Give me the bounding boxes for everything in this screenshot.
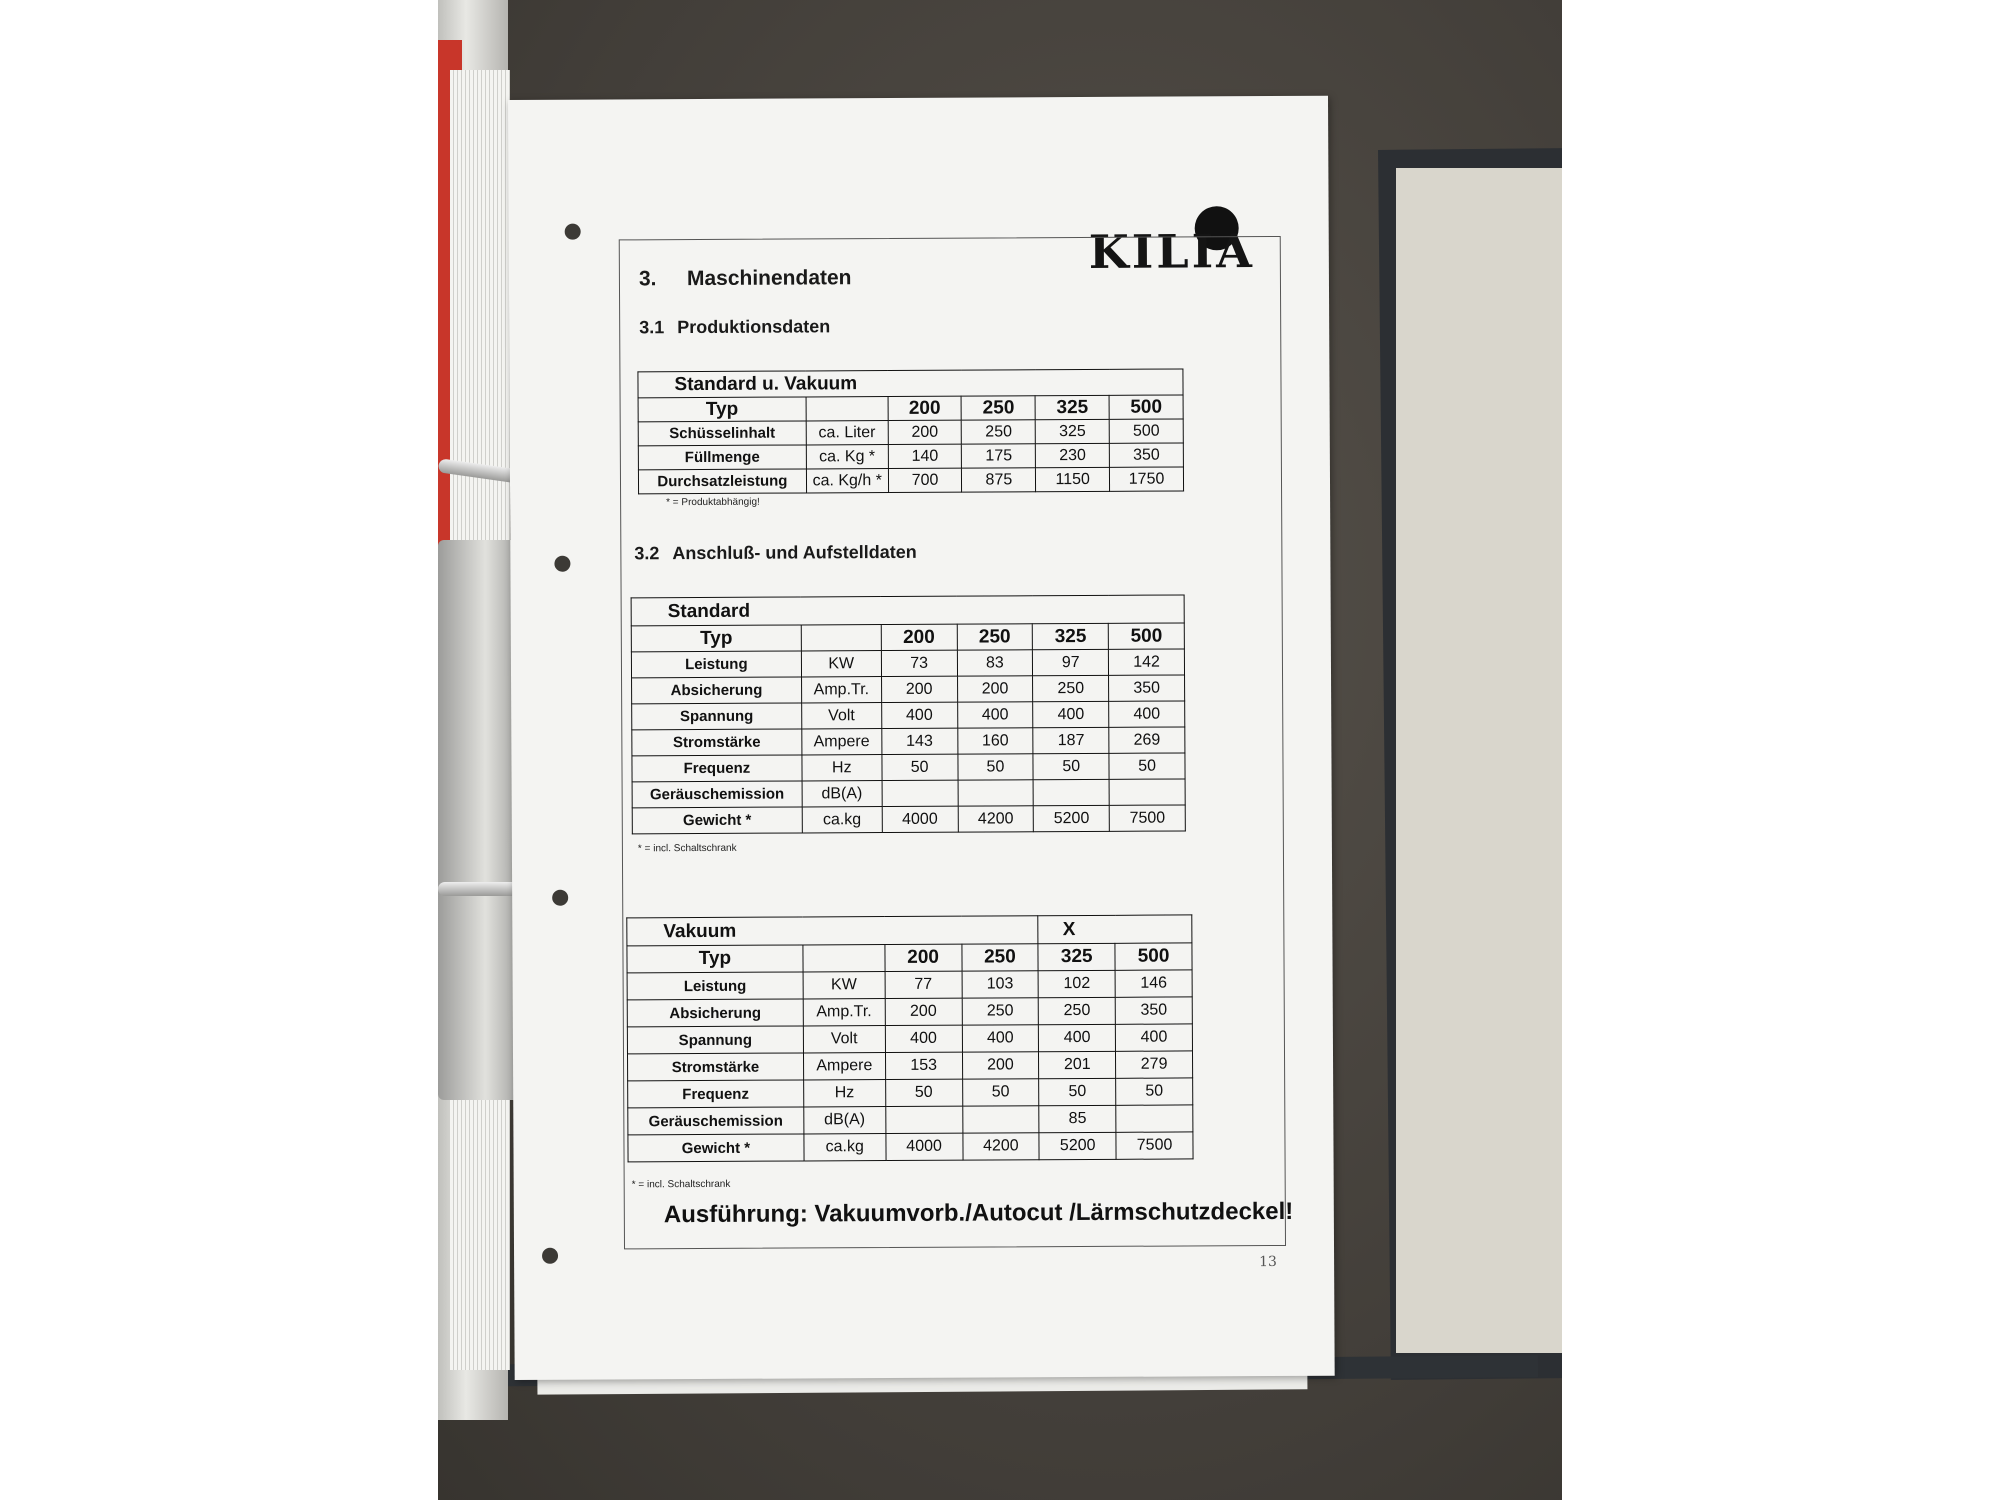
row-label: Frequenz — [628, 1080, 804, 1108]
punch-hole-bottom — [542, 1248, 558, 1264]
table-row — [632, 701, 1185, 730]
production-note: * = Produktabhängig! — [666, 496, 760, 509]
value-cell: 325 — [1035, 419, 1109, 443]
value-cell: 400 — [1039, 1024, 1116, 1051]
value-cell: 350 — [1109, 443, 1183, 467]
value-cell: 50 — [882, 754, 958, 780]
empty-cell — [803, 945, 885, 972]
row-label: Füllmenge — [638, 445, 806, 470]
value-cell: 200 — [885, 998, 962, 1025]
value-cell: 5200 — [1034, 805, 1110, 831]
table-row — [628, 1078, 1193, 1108]
value-cell: 85 — [1039, 1105, 1116, 1132]
value-cell: 4000 — [882, 806, 958, 832]
value-cell: 250 — [962, 998, 1039, 1025]
row-unit: KW — [801, 651, 881, 677]
logo-text: KILIA — [1088, 224, 1256, 279]
table-row — [631, 649, 1184, 678]
type-cell: 200 — [885, 944, 962, 971]
type-cell: 250 — [957, 624, 1033, 650]
value-cell: 200 — [957, 676, 1033, 702]
value-cell: 279 — [1116, 1051, 1193, 1078]
value-cell: 1150 — [1036, 467, 1110, 491]
type-cell: 200 — [888, 396, 962, 420]
row-label: Schüsselinhalt — [638, 421, 806, 446]
value-cell: 50 — [1109, 753, 1185, 779]
value-cell: 400 — [1033, 701, 1109, 727]
value-cell: 102 — [1038, 970, 1115, 997]
type-cell: 325 — [1035, 395, 1109, 419]
row-unit: Hz — [802, 755, 882, 781]
table-row — [632, 675, 1185, 704]
table-row — [627, 970, 1192, 1000]
table-caption: Standard — [631, 595, 1184, 626]
production-table — [637, 368, 1184, 494]
type-cell: 500 — [1115, 943, 1192, 970]
row-label: Frequenz — [632, 755, 802, 782]
table-row — [638, 419, 1183, 446]
row-label: Spannung — [627, 1026, 803, 1054]
value-cell: 146 — [1115, 970, 1192, 997]
value-cell: 103 — [962, 971, 1039, 998]
section-number: 3. — [638, 267, 657, 291]
value-cell: 4200 — [962, 1133, 1039, 1160]
value-cell: 160 — [957, 728, 1033, 754]
value-cell: 350 — [1109, 675, 1185, 701]
row-unit: ca. Kg * — [806, 445, 888, 469]
value-cell: 143 — [882, 728, 958, 754]
table-row — [628, 1105, 1193, 1135]
row-label: Durchsatzleistung — [638, 469, 806, 494]
binder-liner — [1396, 168, 1562, 1353]
row-unit: dB(A) — [804, 1107, 886, 1134]
value-cell — [882, 780, 958, 806]
subsection-heading-connection — [634, 542, 916, 564]
row-label: Gewicht * — [628, 1134, 804, 1162]
value-cell: 83 — [957, 650, 1033, 676]
value-cell: 7500 — [1109, 805, 1185, 831]
value-cell: 50 — [1116, 1078, 1193, 1105]
subsection-title: Anschluß- und Aufstelldaten — [672, 541, 917, 564]
value-cell: 175 — [962, 444, 1036, 468]
document-page — [508, 96, 1335, 1380]
row-label: Geräuschemission — [632, 781, 802, 808]
value-cell: 400 — [881, 702, 957, 728]
table-row — [632, 727, 1185, 756]
row-unit: dB(A) — [802, 781, 882, 807]
value-cell: 400 — [885, 1025, 962, 1052]
execution-note: Ausführung: Vakuumvorb./Autocut /Lärmschutzdeckel! — [663, 1197, 1294, 1229]
subsection-number: 3.1 — [639, 317, 665, 338]
row-label: Spannung — [632, 703, 802, 730]
subsection-number: 3.2 — [634, 543, 660, 564]
value-cell — [1116, 1105, 1193, 1132]
value-cell: 50 — [957, 754, 1033, 780]
row-unit: ca.kg — [804, 1134, 886, 1161]
photo — [438, 0, 1562, 1500]
table-row — [627, 997, 1192, 1027]
value-cell: 500 — [1109, 419, 1183, 443]
row-label: Stromstärke — [632, 729, 802, 756]
value-cell: 269 — [1109, 727, 1185, 753]
row-unit: Ampere — [803, 1053, 885, 1080]
value-cell: 350 — [1115, 997, 1192, 1024]
row-label: Geräuschemission — [628, 1107, 804, 1135]
value-cell: 250 — [1033, 675, 1109, 701]
section-title: Maschinendaten — [686, 266, 852, 291]
type-cell: 250 — [961, 944, 1038, 971]
value-cell: 1750 — [1110, 467, 1184, 491]
row-unit: Amp.Tr. — [801, 677, 881, 703]
value-cell: 7500 — [1116, 1132, 1193, 1159]
punch-hole-upper — [554, 556, 570, 572]
value-cell: 97 — [1033, 649, 1109, 675]
value-cell: 200 — [962, 1052, 1039, 1079]
value-cell: 50 — [1033, 753, 1109, 779]
subsection-heading-production — [639, 316, 830, 338]
empty-cell — [806, 397, 888, 421]
type-label: Typ — [638, 397, 806, 422]
table-row — [632, 779, 1185, 808]
standard-table — [631, 594, 1186, 834]
value-cell: 700 — [888, 468, 962, 492]
value-cell: 50 — [885, 1079, 962, 1106]
value-cell: 153 — [885, 1052, 962, 1079]
type-cell: 325 — [1038, 943, 1115, 970]
row-unit: ca. Kg/h * — [806, 469, 888, 493]
value-cell — [1109, 779, 1185, 805]
empty-cell — [801, 625, 881, 651]
type-cell: 500 — [1109, 395, 1183, 419]
row-label: Gewicht * — [632, 807, 802, 834]
value-cell: 250 — [962, 420, 1036, 444]
value-cell: 400 — [962, 1025, 1039, 1052]
section-heading — [639, 266, 852, 291]
vakuum-table — [626, 914, 1193, 1162]
type-cell: 200 — [881, 624, 957, 650]
value-cell: 187 — [1033, 727, 1109, 753]
value-cell: 142 — [1109, 649, 1185, 675]
row-label: Stromstärke — [627, 1053, 803, 1081]
table-row — [632, 753, 1185, 782]
table-row — [627, 1051, 1192, 1081]
row-unit: Ampere — [802, 729, 882, 755]
table-caption: Standard u. Vakuum — [638, 369, 1183, 398]
value-cell: 77 — [885, 971, 962, 998]
value-cell: 400 — [1115, 1024, 1192, 1051]
table-row — [628, 1132, 1193, 1162]
value-cell: 400 — [957, 702, 1033, 728]
value-cell: 4000 — [886, 1133, 963, 1160]
row-unit: Volt — [801, 703, 881, 729]
type-cell: 325 — [1033, 623, 1109, 649]
value-cell: 400 — [1109, 701, 1185, 727]
value-cell: 4200 — [958, 806, 1034, 832]
vakuum-note: * = incl. Schaltschrank — [631, 1178, 731, 1191]
value-cell: 50 — [962, 1079, 1039, 1106]
table-row — [627, 1024, 1192, 1054]
row-unit: Amp.Tr. — [803, 999, 885, 1026]
row-label: Leistung — [627, 972, 803, 1000]
value-cell — [958, 780, 1034, 806]
type-label: Typ — [631, 625, 801, 652]
value-cell — [885, 1106, 962, 1133]
punch-hole-top — [565, 224, 581, 240]
value-cell — [962, 1106, 1039, 1133]
value-cell: 230 — [1036, 443, 1110, 467]
value-cell: 200 — [888, 420, 962, 444]
value-cell: 5200 — [1039, 1132, 1116, 1159]
table-row — [638, 443, 1183, 470]
row-unit: ca. Liter — [806, 421, 888, 445]
value-cell: 73 — [881, 650, 957, 676]
value-cell: 50 — [1039, 1078, 1116, 1105]
row-unit: ca.kg — [802, 807, 882, 833]
value-cell: 201 — [1039, 1051, 1116, 1078]
value-cell: 875 — [962, 468, 1036, 492]
row-label: Leistung — [631, 651, 801, 678]
type-label: Typ — [627, 945, 803, 973]
type-cell: 250 — [962, 396, 1036, 420]
row-unit: KW — [803, 972, 885, 999]
table-row — [632, 805, 1185, 834]
row-unit: Volt — [803, 1026, 885, 1053]
table-row — [638, 467, 1183, 494]
value-cell: 250 — [1039, 997, 1116, 1024]
punch-hole-lower — [552, 890, 568, 906]
table-caption: Vakuum — [627, 916, 1038, 946]
row-label: Absicherung — [632, 677, 802, 704]
value-cell: 140 — [888, 444, 962, 468]
standard-note: * = incl. Schaltschrank — [637, 842, 737, 855]
row-label: Absicherung — [627, 999, 803, 1027]
type-cell: 500 — [1108, 623, 1184, 649]
value-cell: 200 — [881, 676, 957, 702]
selection-mark: X — [1038, 915, 1192, 944]
value-cell — [1033, 779, 1109, 805]
page-number: 13 — [1259, 1253, 1277, 1271]
subsection-title: Produktionsdaten — [677, 316, 831, 338]
row-unit: Hz — [803, 1080, 885, 1107]
